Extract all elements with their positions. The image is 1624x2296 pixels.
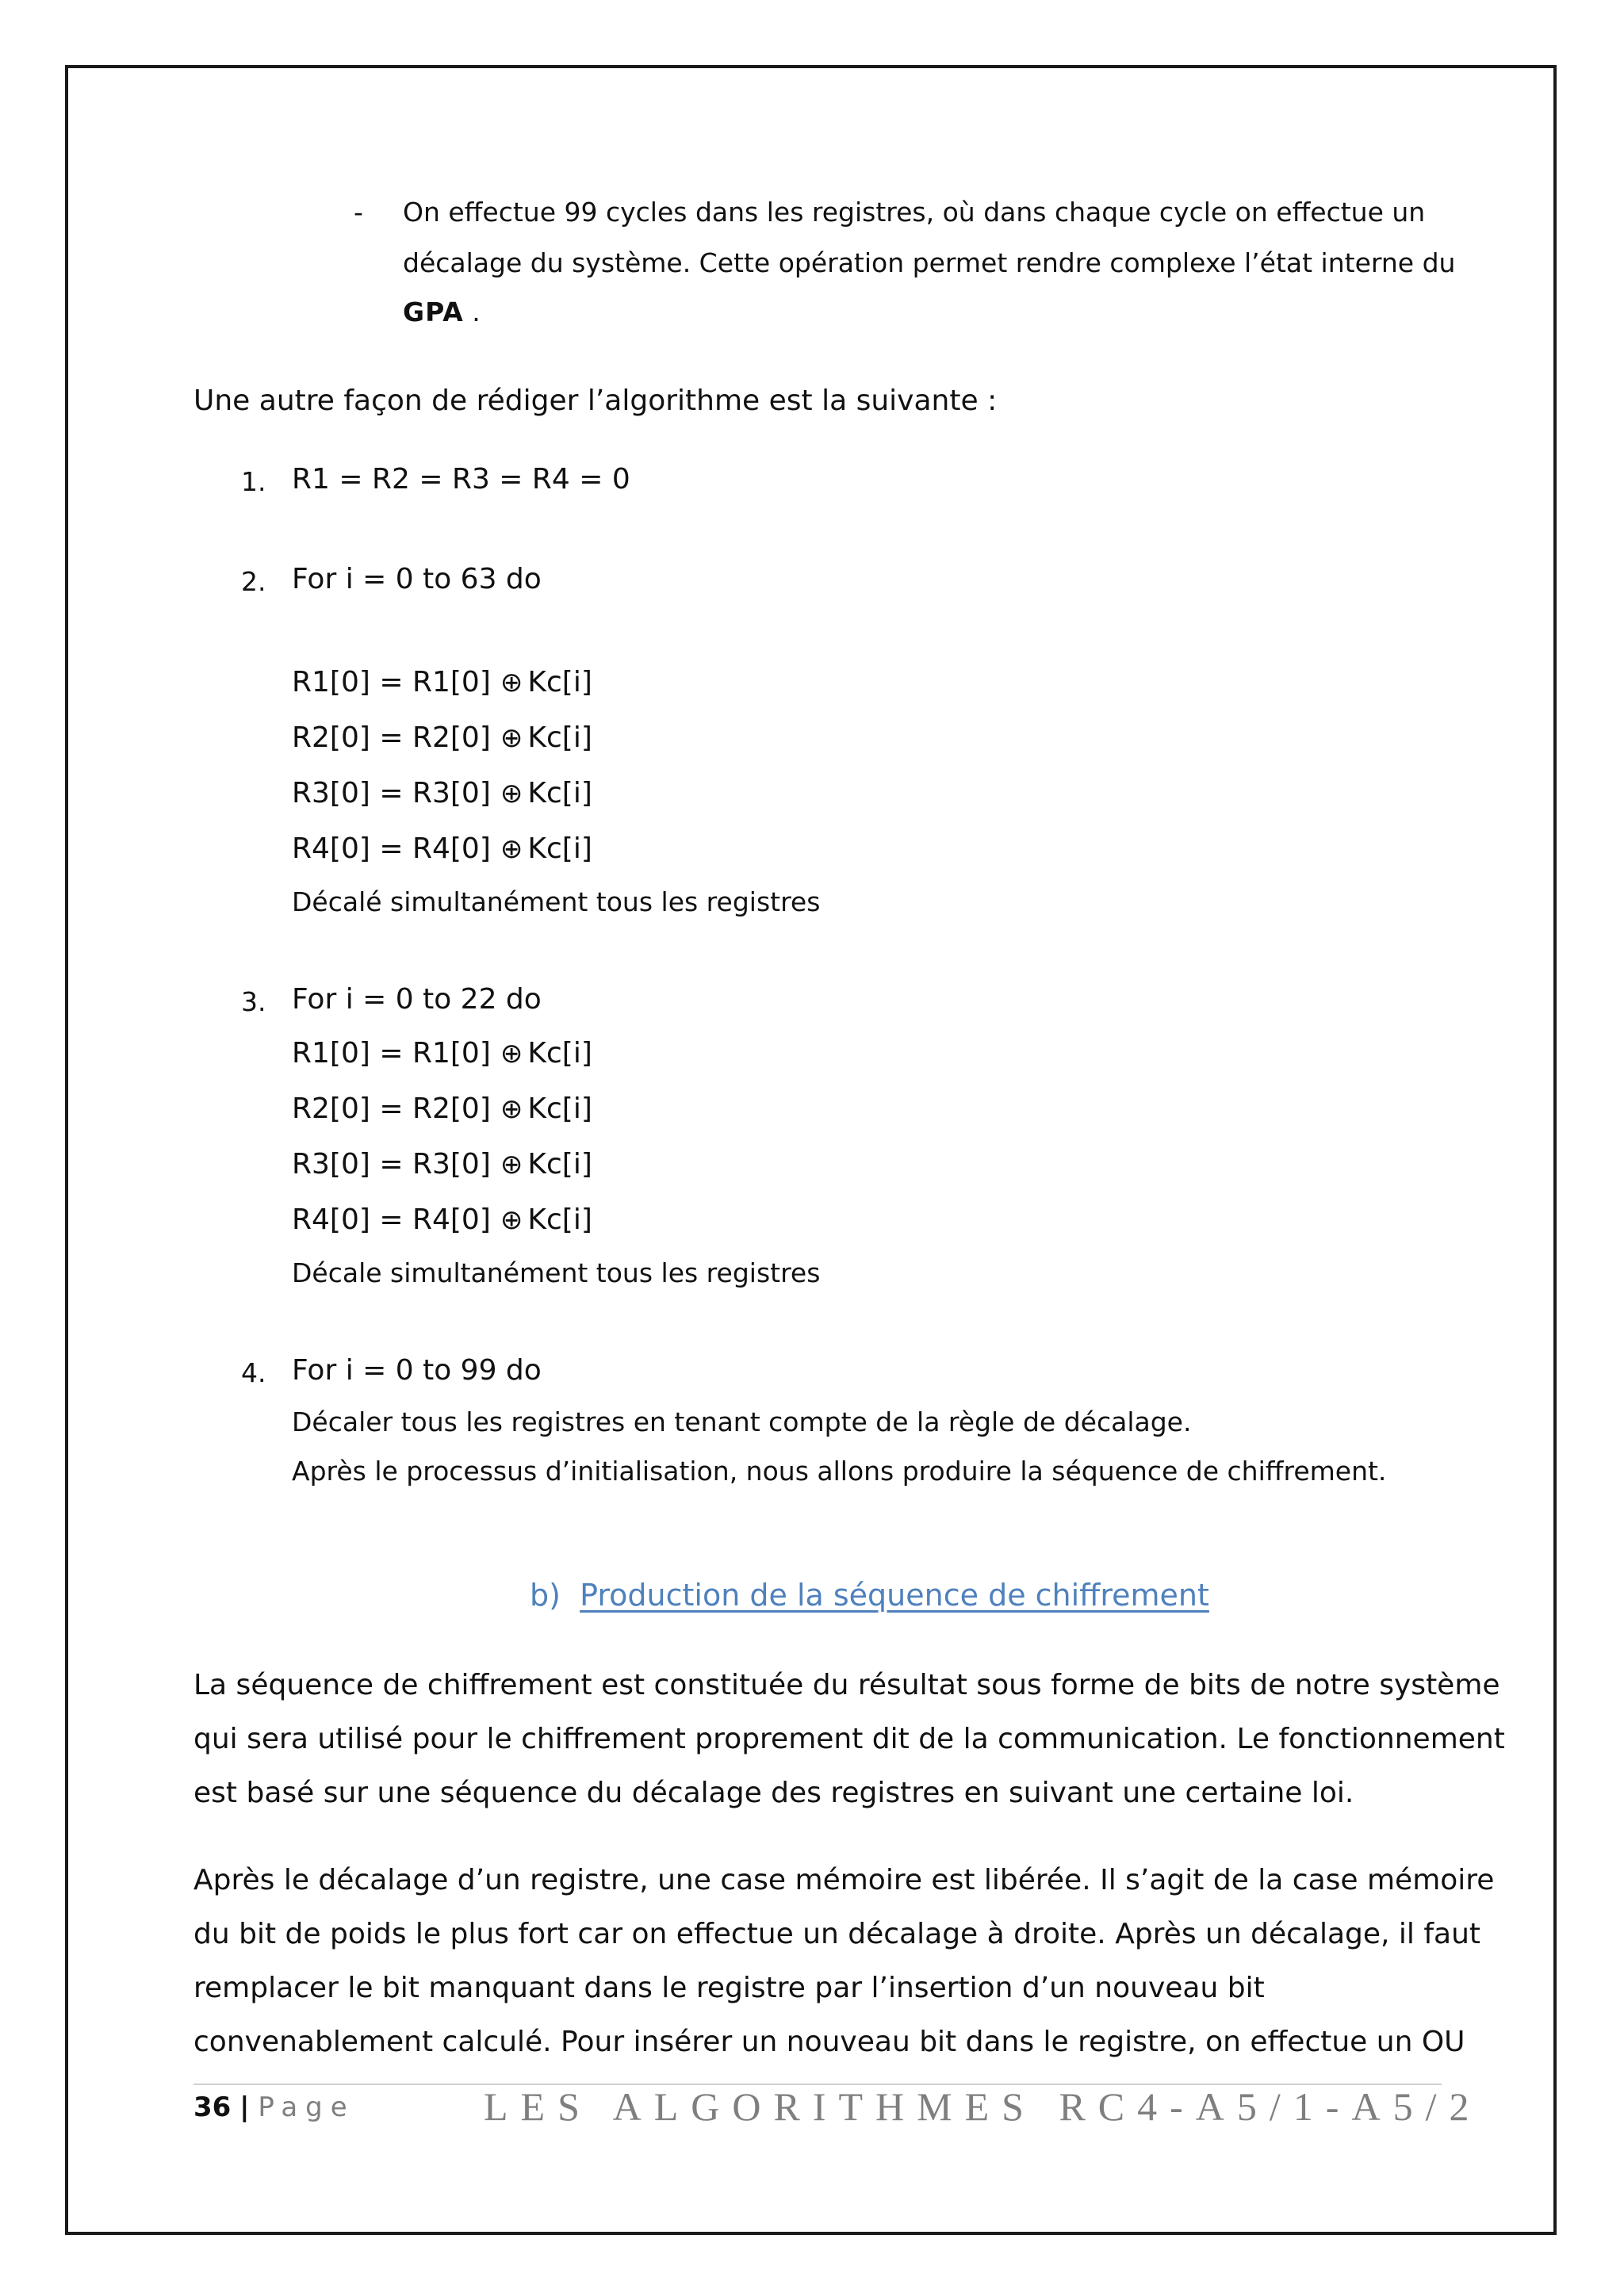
step-2-equation: R3[0] = R3[0] ⊕ Kc[i] [292, 777, 592, 809]
section-heading [530, 1578, 1209, 1613]
step-4-note-1: Décaler tous les registres en tenant compte de la règle de décalage. [292, 1406, 1192, 1437]
paragraph-line: Après le décalage d’un registre, une case mémoire est libérée. Il s’agit de la case mémoire [193, 1864, 1495, 1896]
bullet-line-1: On effectue 99 cycles dans les registres, où dans chaque cycle on effectue un [403, 197, 1426, 228]
bullet-dash: - [354, 197, 363, 228]
page-word: Page [258, 2091, 355, 2123]
step-2-equation: R4[0] = R4[0] ⊕ Kc[i] [292, 832, 592, 865]
step-3-equation: R4[0] = R4[0] ⊕ Kc[i] [292, 1203, 592, 1236]
step-4-title: For i = 0 to 99 do [292, 1354, 542, 1387]
paragraph-line: qui sera utilisé pour le chiffrement proprement dit de la communication. Le fonctionnement [193, 1723, 1505, 1755]
paragraph-line: du bit de poids le plus fort car on effectue un décalage à droite. Après un décalage, il faut [193, 1918, 1481, 1950]
gpa-bold: GPA [403, 297, 464, 327]
footer-title: LES ALGORITHMES RC4-A5/1-A5/2 [484, 2084, 1482, 2129]
step-3-number: 3. [241, 986, 266, 1017]
section-label: b) [530, 1578, 561, 1613]
xor-symbol: ⊕ [500, 1093, 523, 1125]
step-4-number: 4. [241, 1357, 266, 1388]
xor-symbol: ⊕ [500, 833, 523, 865]
bullet-end: . [463, 297, 481, 327]
page-separator: | [239, 2091, 250, 2123]
xor-symbol: ⊕ [500, 667, 523, 698]
intro-paragraph: Une autre façon de rédiger l’algorithme est la suivante : [193, 385, 998, 417]
xor-symbol: ⊕ [500, 1204, 523, 1236]
step-2-title: For i = 0 to 63 do [292, 563, 542, 595]
xor-symbol: ⊕ [500, 1038, 523, 1070]
xor-symbol: ⊕ [500, 1149, 523, 1181]
section-title: Production de la séquence de chiffrement [580, 1578, 1209, 1613]
bullet-line-3 [403, 287, 481, 338]
step-2-equation: R2[0] = R2[0] ⊕ Kc[i] [292, 721, 592, 754]
paragraph-line: convenablement calculé. Pour insérer un nouveau bit dans le registre, on effectue un OU [193, 2026, 1465, 2058]
paragraph-line: remplacer le bit manquant dans le registre par l’insertion d’un nouveau bit [193, 1972, 1265, 2004]
page-number: 36 [193, 2091, 232, 2123]
step-3-equation: R3[0] = R3[0] ⊕ Kc[i] [292, 1148, 592, 1181]
step-3-note: Décale simultanément tous les registres [292, 1257, 821, 1288]
step-1-number: 1. [241, 466, 266, 497]
paragraph-line: est basé sur une séquence du décalage des registres en suivant une certaine loi. [193, 1777, 1354, 1809]
paragraph-line: La séquence de chiffrement est constituée du résultat sous forme de bits de notre système [193, 1669, 1500, 1701]
step-3-title: For i = 0 to 22 do [292, 983, 542, 1016]
step-3-equation: R1[0] = R1[0] ⊕ Kc[i] [292, 1037, 592, 1070]
step-2-note: Décalé simultanément tous les registres [292, 886, 821, 917]
step-4-note-2: Après le processus d’initialisation, nous allons produire la séquence de chiffrement. [292, 1456, 1387, 1487]
step-3-equation: R2[0] = R2[0] ⊕ Kc[i] [292, 1093, 592, 1125]
step-1-title: R1 = R2 = R3 = R4 = 0 [292, 463, 630, 496]
step-2-equation: R1[0] = R1[0] ⊕ Kc[i] [292, 666, 592, 698]
bullet-line-2: décalage du système. Cette opération permet rendre complexe l’état interne du [403, 247, 1456, 278]
step-2-number: 2. [241, 566, 266, 597]
footer-page-number [193, 2091, 355, 2123]
xor-symbol: ⊕ [500, 778, 523, 809]
xor-symbol: ⊕ [500, 722, 523, 754]
